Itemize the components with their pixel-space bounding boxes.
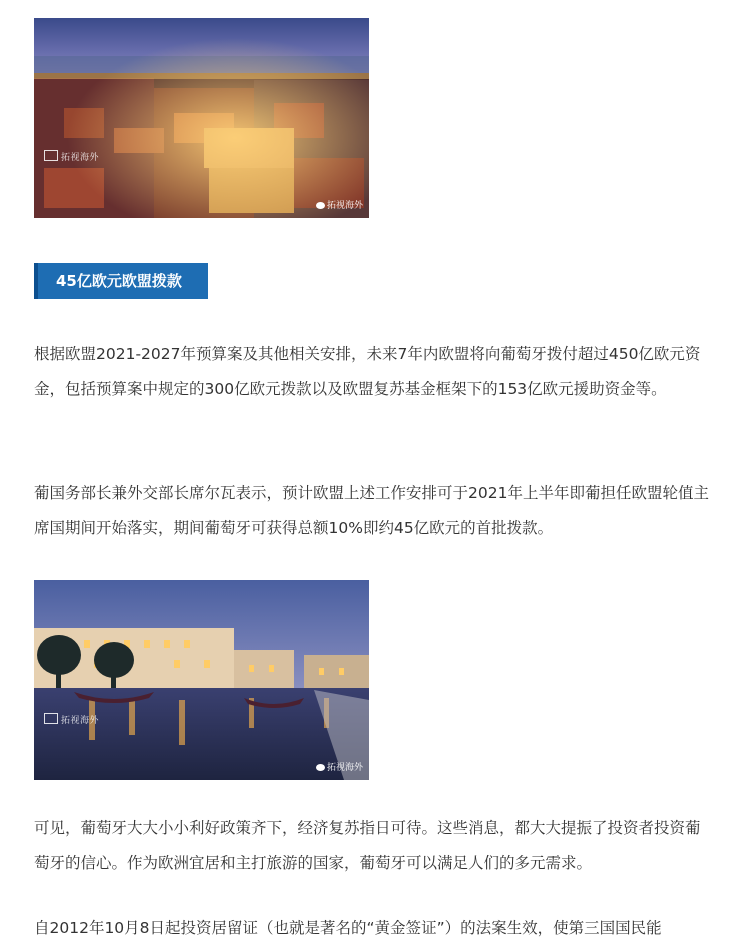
paragraph-3: 可见，葡萄牙大大小小利好政策齐下，经济复苏指日可待。这些消息，都大大提振了投资者投资葡萄牙的信心。作为欧洲宜居和主打旅游的国家，葡萄牙可以满足人们的多元需求。 (34, 819, 701, 872)
watermark-wechat-right (316, 198, 363, 211)
logo-icon (44, 150, 58, 161)
watermark-text: 拓视海外 (61, 153, 100, 163)
city-night-photo (34, 18, 369, 218)
section-heading (34, 263, 208, 299)
watermark-logo-left (44, 150, 99, 163)
watermark-text: 拓视海外 (326, 201, 363, 211)
wechat-icon (316, 202, 325, 209)
section-heading-text: 45亿欧元欧盟拨款 (56, 272, 182, 290)
wechat-icon (316, 764, 325, 771)
logo-icon (44, 713, 58, 724)
watermark-logo-left (44, 713, 99, 726)
paragraph-1: 根据欧盟2021-2027年预算案及其他相关安排，未来7年内欧盟将向葡萄牙拨付超过450亿欧元资金，包括预算案中规定的300亿欧元拨款以及欧盟复苏基金框架下的153亿欧元援助资金等。 (34, 345, 701, 398)
paragraph-2: 葡国务部长兼外交部长席尔瓦表示，预计欧盟上述工作安排可于2021年上半年即葡担任欧盟轮值主席国期间开始落实，期间葡萄牙可获得总额10%即约45亿欧元的首批拨款。 (34, 484, 709, 537)
article-image-canal-dusk (34, 580, 369, 780)
watermark-wechat-right (316, 760, 363, 773)
paragraph-4: 自2012年10月8日起投资居留证（也就是著名的“黄金签证”）的法案生效，使第三国国民能 (34, 919, 662, 937)
canal-dusk-photo (34, 580, 369, 780)
article-image-city-night (34, 18, 369, 218)
watermark-text: 拓视海外 (61, 716, 100, 726)
watermark-text: 拓视海外 (326, 763, 363, 773)
